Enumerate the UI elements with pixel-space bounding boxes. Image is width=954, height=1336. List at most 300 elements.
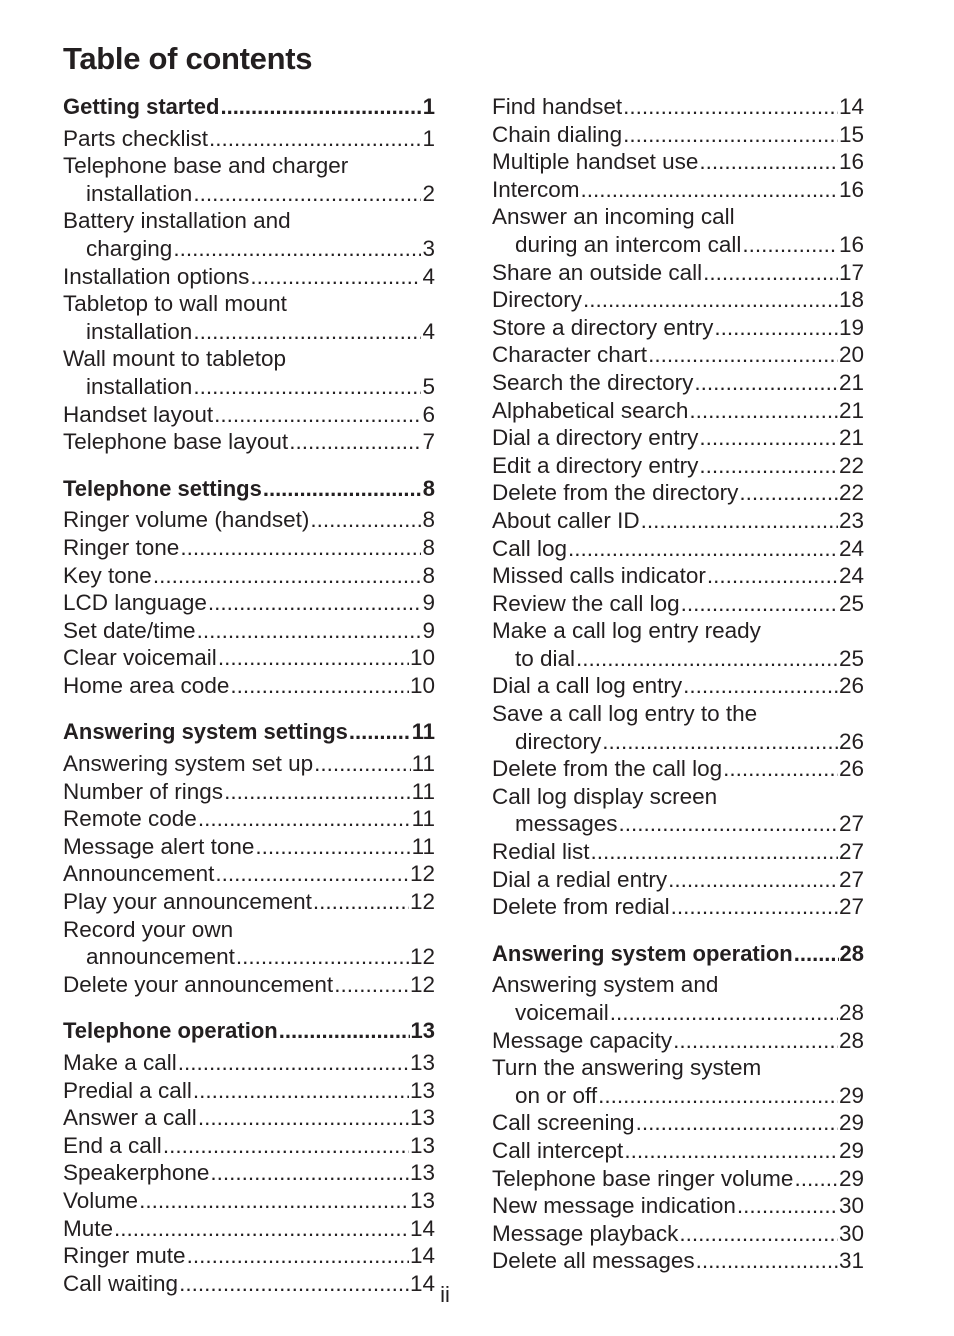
dot-leader [598,1082,838,1110]
toc-entry-row[interactable] [63,644,435,672]
toc-entry-text: Call screening [492,1110,635,1136]
toc-entry-text: Answer a call [63,1105,197,1131]
toc-entry[interactable] [63,1215,435,1243]
dot-leader [699,148,838,176]
toc-entry-continuation[interactable] [492,231,864,259]
toc-section [63,93,435,456]
toc-entry-continuation[interactable] [63,318,435,346]
toc-page-number: 10 [409,672,435,698]
toc-page-number: 29 [838,1137,864,1163]
dot-leader [310,506,421,534]
toc-page-number: 12 [409,944,435,970]
toc-entry-line: Record your own [63,916,234,942]
toc-entry-text: Delete all messages [492,1248,695,1274]
dot-leader [187,1242,409,1270]
toc-page-number: 1 [422,94,435,119]
toc-entry-row[interactable] [63,860,435,888]
dot-leader [636,1109,838,1137]
toc-entry[interactable] [63,805,435,833]
dot-leader [689,397,838,425]
toc-entry-row[interactable] [492,838,864,866]
toc-entry-text: Search the directory [492,369,694,395]
toc-page-number: 13 [409,1132,435,1158]
toc-page-number: 23 [838,507,864,533]
toc-entry-text: Telephone operation [63,1018,278,1044]
toc-section [63,718,435,998]
toc-page-number: 30 [838,1220,864,1246]
toc-entry [63,290,435,345]
dot-leader [313,888,409,916]
dot-leader [263,475,422,503]
toc-entry-row[interactable] [63,1215,435,1243]
toc-entry[interactable] [492,148,864,176]
toc-entry-text: Dial a redial entry [492,866,668,892]
toc-entry-row[interactable] [63,672,435,700]
toc-entry-text: Installation options [63,263,250,289]
toc-entry[interactable] [492,176,864,204]
toc-entry[interactable] [63,833,435,861]
toc-entry-row[interactable] [492,397,864,425]
toc-entry[interactable] [492,1247,864,1275]
toc-entry-row[interactable] [492,1027,864,1055]
toc-entry-text: Find handset [492,94,623,119]
toc-entry-row[interactable] [492,866,864,894]
dot-leader [218,644,409,672]
toc-entry-row[interactable] [63,589,435,617]
toc-entry [492,700,864,755]
dot-leader [671,893,838,921]
toc-entry-line: Answer an incoming call [492,204,735,230]
toc-entry-row[interactable] [63,1104,435,1132]
toc-entry-line: Telephone base and charger [63,153,349,179]
toc-entry[interactable] [492,866,864,894]
toc-page-number: 22 [838,452,864,478]
toc-entry-row[interactable] [63,971,435,999]
toc-entry[interactable] [63,860,435,888]
toc-entry [63,207,435,262]
toc-entry[interactable] [63,506,435,534]
toc-entry-text: Handset layout [63,401,214,427]
toc-entry [63,345,435,400]
toc-entry-text: Ringer tone [63,534,180,560]
toc-entry[interactable] [492,314,864,342]
toc-entry-continuation[interactable] [63,373,435,401]
toc-entry-row[interactable] [63,263,435,291]
toc-page-number: 20 [838,342,864,368]
toc-entry-text: Delete from the call log [492,756,723,782]
toc-entry-text: Mute [63,1215,114,1241]
toc-entry[interactable] [492,121,864,149]
dot-leader [255,833,410,861]
dot-leader [198,1104,409,1132]
dot-leader [699,452,838,480]
toc-entry[interactable] [492,1137,864,1165]
dot-leader [696,1247,838,1275]
toc-page-number: 24 [838,563,864,589]
toc-entry-row[interactable] [63,428,435,456]
toc-entry[interactable] [492,507,864,535]
toc-entry[interactable] [492,424,864,452]
toc-page-number: 13 [409,1105,435,1131]
toc-entry-continuation[interactable] [492,1082,864,1110]
toc-section-heading[interactable] [63,1017,435,1045]
toc-entry-text: voicemail [515,1000,609,1025]
toc-entry-text: Answering system operation [492,940,793,966]
toc-entry[interactable] [63,1049,435,1077]
toc-entry-text: Missed calls indicator [492,563,706,589]
toc-entry[interactable] [492,479,864,507]
toc-entry[interactable] [63,1242,435,1270]
toc-column-left [63,93,435,1297]
toc-entry-row[interactable] [63,805,435,833]
dot-leader [742,231,838,259]
toc-entry [63,152,435,207]
toc-page-number: 13 [409,1077,435,1103]
toc-entry-row[interactable] [63,401,435,429]
toc-page-number: 11 [411,806,435,832]
toc-entry-text: Announcement [63,861,215,887]
toc-section [63,475,435,700]
toc-entry[interactable] [492,893,864,921]
dot-leader [114,1215,409,1243]
toc-entry[interactable] [63,263,435,291]
toc-entry-text: Message alert tone [63,833,255,859]
toc-entry-text: Call log [492,535,568,561]
toc-page-number: 21 [838,369,864,395]
toc-entry[interactable] [63,1077,435,1105]
toc-page-number: 27 [838,839,864,865]
dot-leader [739,479,838,507]
toc-entry-continuation[interactable] [492,999,864,1027]
toc-entry[interactable] [492,397,864,425]
toc-entry-row[interactable] [492,121,864,149]
dot-leader [581,176,838,204]
toc-entry-text: Number of rings [63,778,224,804]
toc-entry-row[interactable] [492,590,864,618]
toc-entry-row[interactable] [63,506,435,534]
toc-entry[interactable] [63,971,435,999]
toc-section-heading[interactable] [63,475,435,503]
toc-entry-row[interactable] [63,562,435,590]
toc-section [492,940,864,1275]
toc-entry-row[interactable] [492,286,864,314]
toc-entry-text: Set date/time [63,617,196,643]
toc-entry-text: installation [86,180,193,206]
toc-entry-text: About caller ID [492,507,640,533]
toc-entry[interactable] [492,259,864,287]
toc-entry[interactable] [63,750,435,778]
toc-entry [492,1054,864,1109]
toc-entry-text: Getting started [63,94,220,119]
toc-page-number: 13 [409,1187,435,1213]
toc-entry-text: Ringer mute [63,1243,186,1269]
dot-leader [723,755,838,783]
toc-entry-row[interactable] [492,507,864,535]
toc-entry-row[interactable] [492,479,864,507]
toc-entry[interactable] [63,428,435,456]
toc-entry-continuation[interactable] [492,810,864,838]
toc-entry[interactable] [63,562,435,590]
toc-entry[interactable] [63,1104,435,1132]
toc-entry[interactable] [63,617,435,645]
toc-section [492,93,864,921]
toc-section-heading[interactable] [492,940,864,968]
toc-entry-continuation[interactable] [492,645,864,673]
dot-leader [619,810,838,838]
toc-entry-text: Telephone base layout [63,429,289,455]
toc-page-number: 29 [838,1082,864,1108]
toc-entry-row[interactable] [63,125,435,153]
toc-entry[interactable] [492,1027,864,1055]
toc-entry-row[interactable] [63,1077,435,1105]
toc-page-number: 25 [838,590,864,616]
toc-page-number: 26 [838,673,864,699]
toc-entry-text: Dial a directory entry [492,425,699,451]
toc-entry-row[interactable] [492,755,864,783]
toc-entry-text: Store a directory entry [492,314,714,340]
toc-page-number: 1 [422,125,435,151]
toc-entry-row[interactable] [492,893,864,921]
toc-entry-text: during an intercom call [515,231,742,257]
toc-entry-line: Tabletop to wall mount [63,291,287,317]
toc-entry-text: Edit a directory entry [492,452,699,478]
dot-leader [681,590,838,618]
toc-entry-text: messages [515,811,618,837]
dot-leader [289,428,421,456]
toc-entry-text: Delete from redial [492,894,670,920]
toc-page-number: 5 [422,373,435,399]
toc-entry[interactable] [492,672,864,700]
dot-leader [173,235,421,263]
toc-entry[interactable] [63,778,435,806]
toc-entry-text: Share an outside call [492,259,703,285]
toc-entry-text: Parts checklist [63,125,209,151]
toc-page-number: 21 [838,425,864,451]
toc-entry-row[interactable] [492,1137,864,1165]
toc-entry[interactable] [63,401,435,429]
toc-entry-row[interactable] [492,1247,864,1275]
toc-entry[interactable] [492,341,864,369]
toc-entry[interactable] [492,1165,864,1193]
toc-entry[interactable] [492,838,864,866]
toc-entry-text: directory [515,728,602,754]
toc-page-number: 29 [838,1110,864,1136]
dot-leader [568,535,838,563]
toc-entry-row[interactable] [63,1187,435,1215]
toc-entry-line: Save a call log entry to the [492,701,758,727]
toc-entry-row[interactable] [492,535,864,563]
toc-entry-continuation[interactable] [63,235,435,263]
toc-entry-row[interactable] [63,1159,435,1187]
toc-page-number: 12 [409,889,435,915]
toc-entry-row[interactable] [492,1165,864,1193]
dot-leader [224,778,411,806]
toc-entry-text: Clear voicemail [63,645,217,671]
toc-entry[interactable] [63,1159,435,1187]
toc-entry-text: Speakerphone [63,1160,210,1186]
toc-entry-text: installation [86,318,193,344]
page-number: ii [440,1282,450,1307]
toc-entry-text: Call waiting [63,1270,179,1296]
toc-entry[interactable] [63,589,435,617]
toc-entry-text: Message playback [492,1220,679,1246]
toc-page-number: 25 [838,645,864,671]
toc-entry-row[interactable] [492,1192,864,1220]
toc-entry-line: Wall mount to tabletop [63,346,287,372]
toc-entry-row[interactable] [492,148,864,176]
toc-entry-row[interactable] [63,534,435,562]
toc-entry[interactable] [63,644,435,672]
dot-leader [349,718,411,746]
toc-entry-continuation[interactable] [492,728,864,756]
toc-entry-row[interactable] [492,314,864,342]
dot-leader [153,562,422,590]
toc-entry[interactable] [492,93,864,121]
toc-entry-continuation[interactable] [63,943,435,971]
toc-entry-text: End a call [63,1132,162,1158]
dot-leader [178,1049,409,1077]
toc-entry-row[interactable] [492,562,864,590]
toc-page-number: 8 [422,475,435,501]
dot-leader [703,259,838,287]
toc-entry-row[interactable] [63,1049,435,1077]
toc-entry-text: installation [86,373,193,399]
dot-leader [699,424,838,452]
toc-page-number: 11 [411,719,435,745]
dot-leader [794,940,839,968]
dot-leader [623,121,838,149]
toc-page-number: 4 [422,263,435,289]
toc-page-number: 13 [409,1050,435,1075]
dot-leader [624,1137,838,1165]
dot-leader [279,1017,410,1045]
dot-leader [673,1027,838,1055]
toc-entry[interactable] [63,1187,435,1215]
toc-entry[interactable] [63,125,435,153]
toc-page-number: 16 [838,149,864,175]
toc-entry [492,971,864,1026]
toc-page-number: 16 [838,176,864,202]
dot-leader [694,369,838,397]
toc-page-number: 14 [409,1215,435,1241]
dot-leader [707,562,838,590]
toc-entry-row[interactable] [492,1220,864,1248]
toc-entry-row[interactable] [492,93,864,121]
dot-leader [197,617,422,645]
toc-entry [492,203,864,258]
toc-entry-text: Message capacity [492,1027,673,1053]
toc-page-number: 2 [422,180,435,206]
toc-page-number: 8 [422,534,435,560]
toc-entry-row[interactable] [63,833,435,861]
toc-page-number: 21 [838,397,864,423]
toc-entry-row[interactable] [492,341,864,369]
toc-entry-continuation[interactable] [63,180,435,208]
toc-entry-text: Key tone [63,562,152,588]
dot-leader [334,971,409,999]
toc-entry-text: Chain dialing [492,121,623,147]
toc-page-number: 17 [838,259,864,285]
dot-leader [193,373,421,401]
dot-leader [737,1192,838,1220]
toc-entry-text: Telephone settings [63,475,262,501]
toc-entry-text: Answering system settings [63,719,348,745]
toc-entry-row[interactable] [492,1109,864,1137]
toc-entry[interactable] [492,452,864,480]
toc-entry-text: Delete from the directory [492,480,739,506]
toc-entry-row[interactable] [492,259,864,287]
toc-page-number: 18 [838,287,864,313]
toc-entry[interactable] [492,755,864,783]
toc-entry[interactable] [63,534,435,562]
toc-entry[interactable] [492,535,864,563]
toc-entry[interactable] [492,286,864,314]
toc-entry-text: Directory [492,287,583,313]
toc-page-number: 16 [838,231,864,257]
toc-entry[interactable] [492,369,864,397]
dot-leader [236,943,409,971]
toc-entry-row[interactable] [492,424,864,452]
toc-page-number: 14 [409,1243,435,1269]
toc-entry-row[interactable] [63,888,435,916]
toc-entry-text: Home area code [63,672,230,698]
toc-entry-row[interactable] [492,176,864,204]
toc-section-heading[interactable] [63,718,435,746]
toc-entry[interactable] [63,888,435,916]
dot-leader [139,1187,409,1215]
dot-leader [679,1220,838,1248]
toc-entry-row[interactable] [492,369,864,397]
toc-page-number: 13 [410,1018,435,1044]
toc-entry-row[interactable] [63,1242,435,1270]
toc-page-number: 19 [838,314,864,340]
toc-entry[interactable] [492,1192,864,1220]
toc-entry-row[interactable] [63,750,435,778]
dot-leader [193,180,421,208]
toc-entry[interactable] [63,672,435,700]
toc-entry-text: LCD language [63,590,207,616]
dot-leader [230,672,409,700]
toc-page-number: 7 [422,429,435,455]
toc-entry-row[interactable] [492,452,864,480]
toc-entry-row[interactable] [63,778,435,806]
toc-page-number: 11 [411,833,435,859]
toc-entry-row[interactable] [63,1132,435,1160]
dot-leader [714,314,838,342]
toc-entry-row[interactable] [63,617,435,645]
toc-page-number: 26 [838,728,864,754]
toc-page-number: 8 [422,507,435,533]
toc-page-number: 10 [409,645,435,671]
toc-section-heading[interactable] [63,93,435,121]
toc-entry[interactable] [492,590,864,618]
toc-entry[interactable] [492,562,864,590]
toc-entry-text: Alphabetical search [492,397,689,423]
dot-leader [683,672,838,700]
toc-entry[interactable] [63,1132,435,1160]
toc-entry-row[interactable] [492,672,864,700]
toc-entry-text: Redial list [492,839,590,865]
toc-page-number: 28 [838,1000,864,1025]
toc-entry-text: Dial a call log entry [492,673,683,699]
toc-page-number: 12 [409,861,435,887]
toc-entry-text: Telephone base ringer volume [492,1165,794,1191]
dot-leader [648,341,838,369]
toc-entry-text: New message indication [492,1193,736,1219]
dot-leader [198,805,411,833]
toc-entry[interactable] [492,1220,864,1248]
toc-entry[interactable] [492,1109,864,1137]
